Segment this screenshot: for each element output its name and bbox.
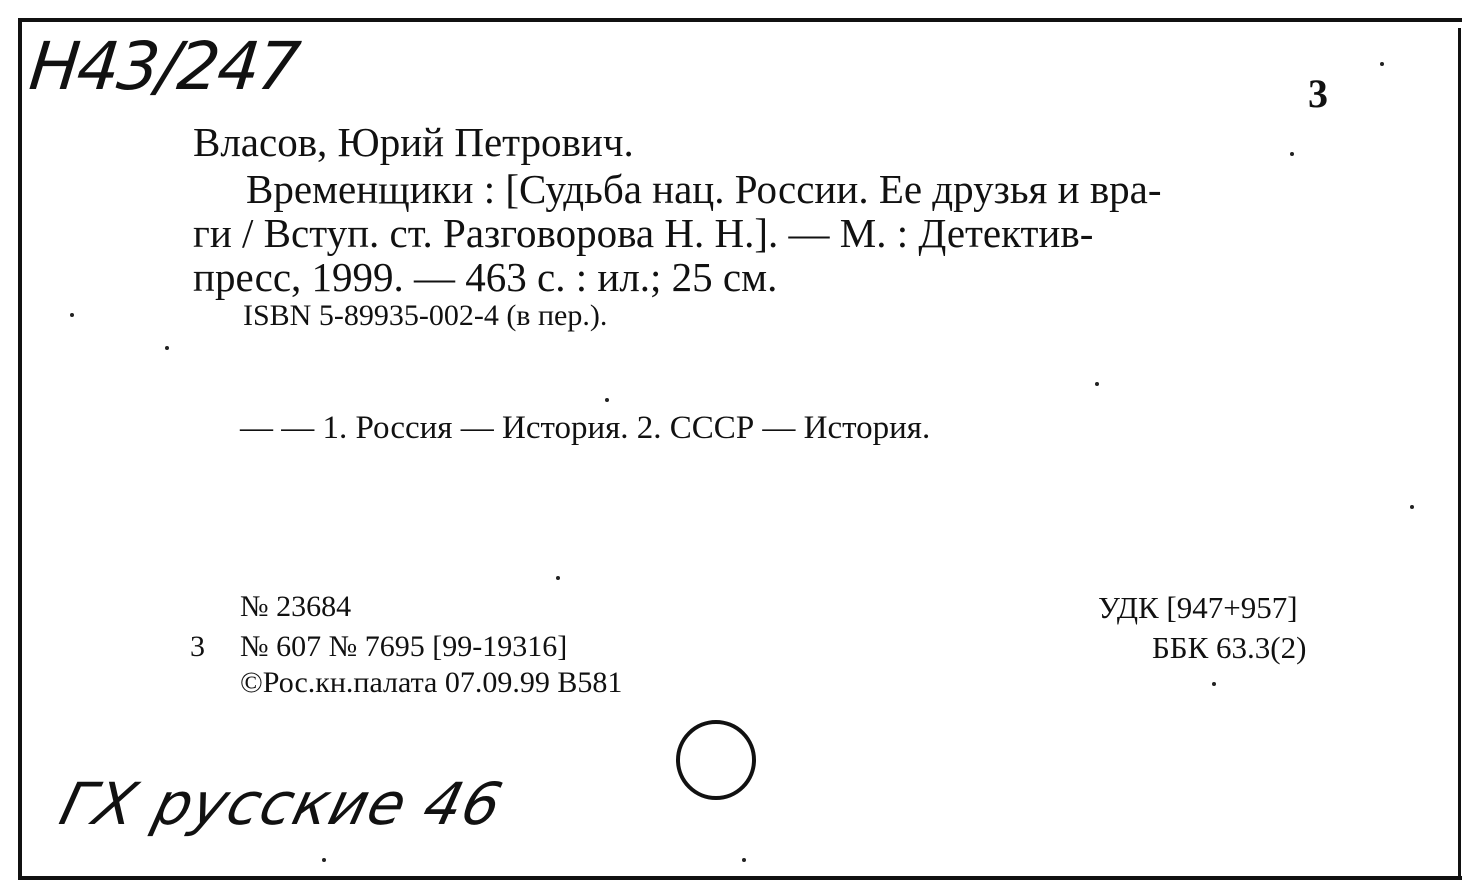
- scan-speck: [1380, 62, 1384, 66]
- udc-code: УДК [947+957]: [1098, 590, 1298, 625]
- scan-speck: [70, 313, 74, 317]
- scan-speck: [742, 858, 746, 862]
- handwritten-shelfmark: Н43/247: [25, 28, 302, 105]
- card-border-right: [1458, 28, 1461, 878]
- scan-speck: [1410, 505, 1414, 509]
- bbk-code: ББК 63.3(2): [1152, 630, 1307, 665]
- scan-speck: [1290, 152, 1294, 156]
- author-heading: Власов, Юрий Петрович.: [193, 119, 634, 165]
- circle-stamp: [676, 720, 756, 800]
- registration-number: № 23684: [240, 590, 352, 623]
- card-border-left: [18, 18, 22, 880]
- copies-numbers: № 607 № 7695 [99-19316]: [240, 630, 568, 663]
- description-line-1: Временщики : [Судьба нац. России. Ее друзья и вра-: [246, 166, 1162, 212]
- scan-speck: [556, 576, 560, 580]
- subject-headings: — — 1. Россия — История. 2. СССР — История.: [240, 410, 931, 446]
- copies-count: 3: [190, 630, 205, 663]
- isbn-line: ISBN 5-89935-002-4 (в пер.).: [243, 299, 608, 332]
- copies-row: [190, 630, 567, 664]
- description-line-2: ги / Вступ. ст. Разговорова Н. Н.]. — М. : Детектив-: [193, 210, 1094, 256]
- scan-speck: [1095, 382, 1099, 386]
- scan-speck: [1212, 682, 1216, 686]
- scan-speck: [165, 346, 169, 350]
- card-border-top: [18, 18, 1462, 22]
- handwritten-note: ГХ русские 46: [53, 770, 510, 838]
- book-chamber-line: ©Рос.кн.палата 07.09.99 В581: [240, 666, 623, 699]
- description-line-3: пресс, 1999. — 463 с. : ил.; 25 см.: [193, 254, 778, 300]
- card-number: 3: [1308, 71, 1328, 116]
- scan-speck: [605, 398, 609, 402]
- scan-speck: [322, 858, 326, 862]
- card-border-bottom: [18, 876, 1462, 880]
